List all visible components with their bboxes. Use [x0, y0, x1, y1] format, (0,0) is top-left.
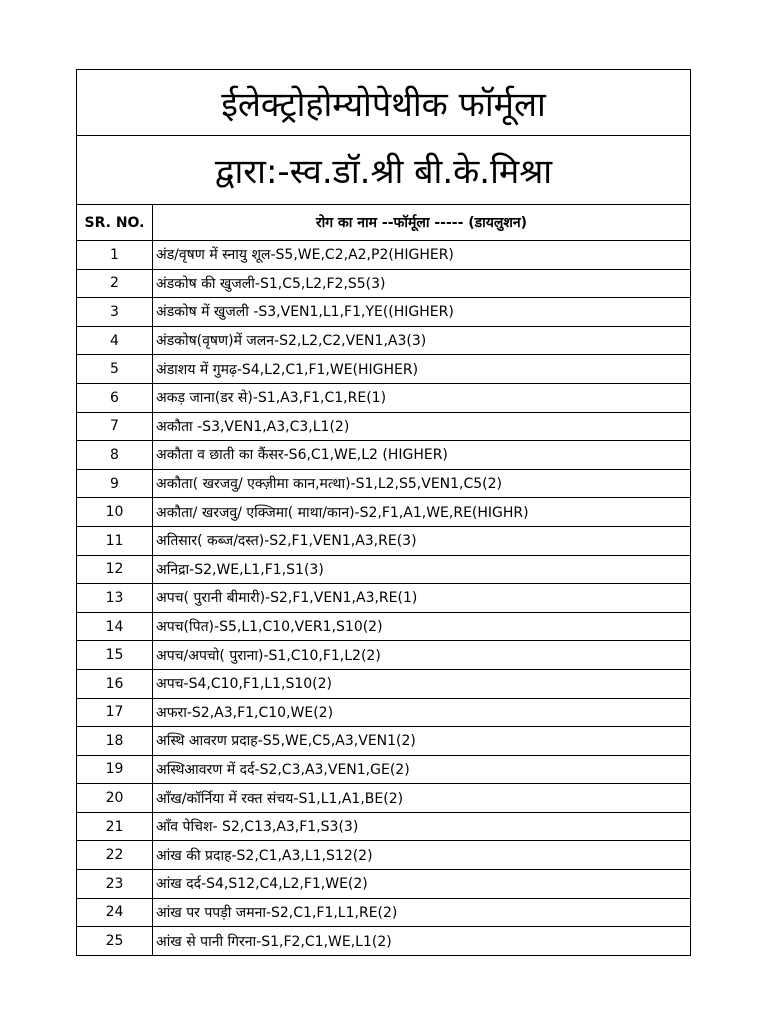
- serial-number: 7: [77, 412, 153, 441]
- disease-formula: अकड़ जाना(डर से)-S1,A3,F1,C1,RE(1): [153, 383, 691, 412]
- table-row: [77, 669, 691, 698]
- disease-formula: अतिसार( कब्ज/दस्त)-S2,F1,VEN1,A3,RE(3): [153, 526, 691, 555]
- disease-formula-header: रोग का नाम --फॉर्मूला ----- (डायलुशन): [153, 205, 691, 241]
- disease-formula: आंख से पानी गिरना-S1,F2,C1,WE,L1(2): [153, 927, 691, 956]
- table-row: [77, 812, 691, 841]
- table-row: [77, 612, 691, 641]
- serial-number: 5: [77, 355, 153, 384]
- serial-number: 17: [77, 698, 153, 727]
- serial-number: 9: [77, 469, 153, 498]
- disease-formula: आंख दर्द-S4,S12,C4,L2,F1,WE(2): [153, 870, 691, 899]
- serial-number: 22: [77, 841, 153, 870]
- table-row: [77, 898, 691, 927]
- table-row: [77, 469, 691, 498]
- table-row: [77, 526, 691, 555]
- serial-number: 16: [77, 669, 153, 698]
- table-row: [77, 241, 691, 270]
- serial-number: 23: [77, 870, 153, 899]
- table-row: [77, 498, 691, 527]
- serial-number: 20: [77, 784, 153, 813]
- disease-formula: अस्थि आवरण प्रदाह-S5,WE,C5,A3,VEN1(2): [153, 727, 691, 756]
- serial-number: 15: [77, 641, 153, 670]
- disease-formula: अपच( पुरानी बीमारी)-S2,F1,VEN1,A3,RE(1): [153, 584, 691, 613]
- serial-number: 10: [77, 498, 153, 527]
- table-row: [77, 383, 691, 412]
- serial-number: 3: [77, 298, 153, 327]
- disease-formula: अनिद्रा-S2,WE,L1,F1,S1(3): [153, 555, 691, 584]
- table-row: [77, 441, 691, 470]
- disease-formula: अंड/वृषण में स्नायु शूल-S5,WE,C2,A2,P2(HIGHER): [153, 241, 691, 270]
- sr-no-header: SR. NO.: [77, 205, 153, 241]
- table-row: [77, 755, 691, 784]
- disease-formula: आँव पेचिश- S2,C13,A3,F1,S3(3): [153, 812, 691, 841]
- table-row: [77, 555, 691, 584]
- disease-formula: अंडकोष में खुजली -S3,VEN1,L1,F1,YE((HIGHER): [153, 298, 691, 327]
- author-line: द्वारा:-स्व.डॉ.श्री बी.के.मिश्रा: [77, 136, 691, 205]
- table-header: [77, 205, 691, 241]
- serial-number: 11: [77, 526, 153, 555]
- table-row: [77, 412, 691, 441]
- disease-formula: अपच(पित)-S5,L1,C10,VER1,S10(2): [153, 612, 691, 641]
- table-row: [77, 355, 691, 384]
- table-row: [77, 641, 691, 670]
- table-row: [77, 927, 691, 956]
- serial-number: 21: [77, 812, 153, 841]
- formula-sheet: [76, 69, 690, 956]
- formula-table: [76, 69, 691, 956]
- serial-number: 25: [77, 927, 153, 956]
- disease-formula: आँख/कॉर्निया में रक्त संचय-S1,L1,A1,BE(2): [153, 784, 691, 813]
- disease-formula: अंडकोष की खुजली-S1,C5,L2,F2,S5(3): [153, 269, 691, 298]
- disease-formula: आंख की प्रदाह-S2,C1,A3,L1,S12(2): [153, 841, 691, 870]
- disease-formula: अंडाशय में गुमढ़-S4,L2,C1,F1,WE(HIGHER): [153, 355, 691, 384]
- table-row: [77, 727, 691, 756]
- disease-formula: अफरा-S2,A3,F1,C10,WE(2): [153, 698, 691, 727]
- serial-number: 4: [77, 326, 153, 355]
- serial-number: 19: [77, 755, 153, 784]
- serial-number: 6: [77, 383, 153, 412]
- disease-formula: अकौता/ खरजवु/ एक्जिमा( माथा/कान)-S2,F1,A1,WE,RE(HIGHR): [153, 498, 691, 527]
- serial-number: 12: [77, 555, 153, 584]
- table-row: [77, 784, 691, 813]
- serial-number: 18: [77, 727, 153, 756]
- table-row: [77, 698, 691, 727]
- disease-formula: अंडकोष(वृषण)में जलन-S2,L2,C2,VEN1,A3(3): [153, 326, 691, 355]
- table-row: [77, 269, 691, 298]
- serial-number: 1: [77, 241, 153, 270]
- serial-number: 24: [77, 898, 153, 927]
- table-row: [77, 870, 691, 899]
- serial-number: 14: [77, 612, 153, 641]
- table-row: [77, 326, 691, 355]
- disease-formula: अपच-S4,C10,F1,L1,S10(2): [153, 669, 691, 698]
- serial-number: 13: [77, 584, 153, 613]
- serial-number: 8: [77, 441, 153, 470]
- disease-formula: आंख पर पपड़ी जमना-S2,C1,F1,L1,RE(2): [153, 898, 691, 927]
- table-row: [77, 584, 691, 613]
- serial-number: 2: [77, 269, 153, 298]
- page-title: ईलेक्ट्रोहोम्योपेथीक फॉर्मूला: [77, 70, 691, 136]
- table-row: [77, 298, 691, 327]
- disease-formula: अकौता व छाती का कैंसर-S6,C1,WE,L2 (HIGHER): [153, 441, 691, 470]
- table-row: [77, 841, 691, 870]
- disease-formula: अस्थिआवरण में दर्द-S2,C3,A3,VEN1,GE(2): [153, 755, 691, 784]
- disease-formula: अपच/अपचो( पुराना)-S1,C10,F1,L2(2): [153, 641, 691, 670]
- disease-formula: अकौता( खरजवु/ एक्ज़ीमा कान,मत्था)-S1,L2,S5,VEN1,C5(2): [153, 469, 691, 498]
- disease-formula: अकौता -S3,VEN1,A3,C3,L1(2): [153, 412, 691, 441]
